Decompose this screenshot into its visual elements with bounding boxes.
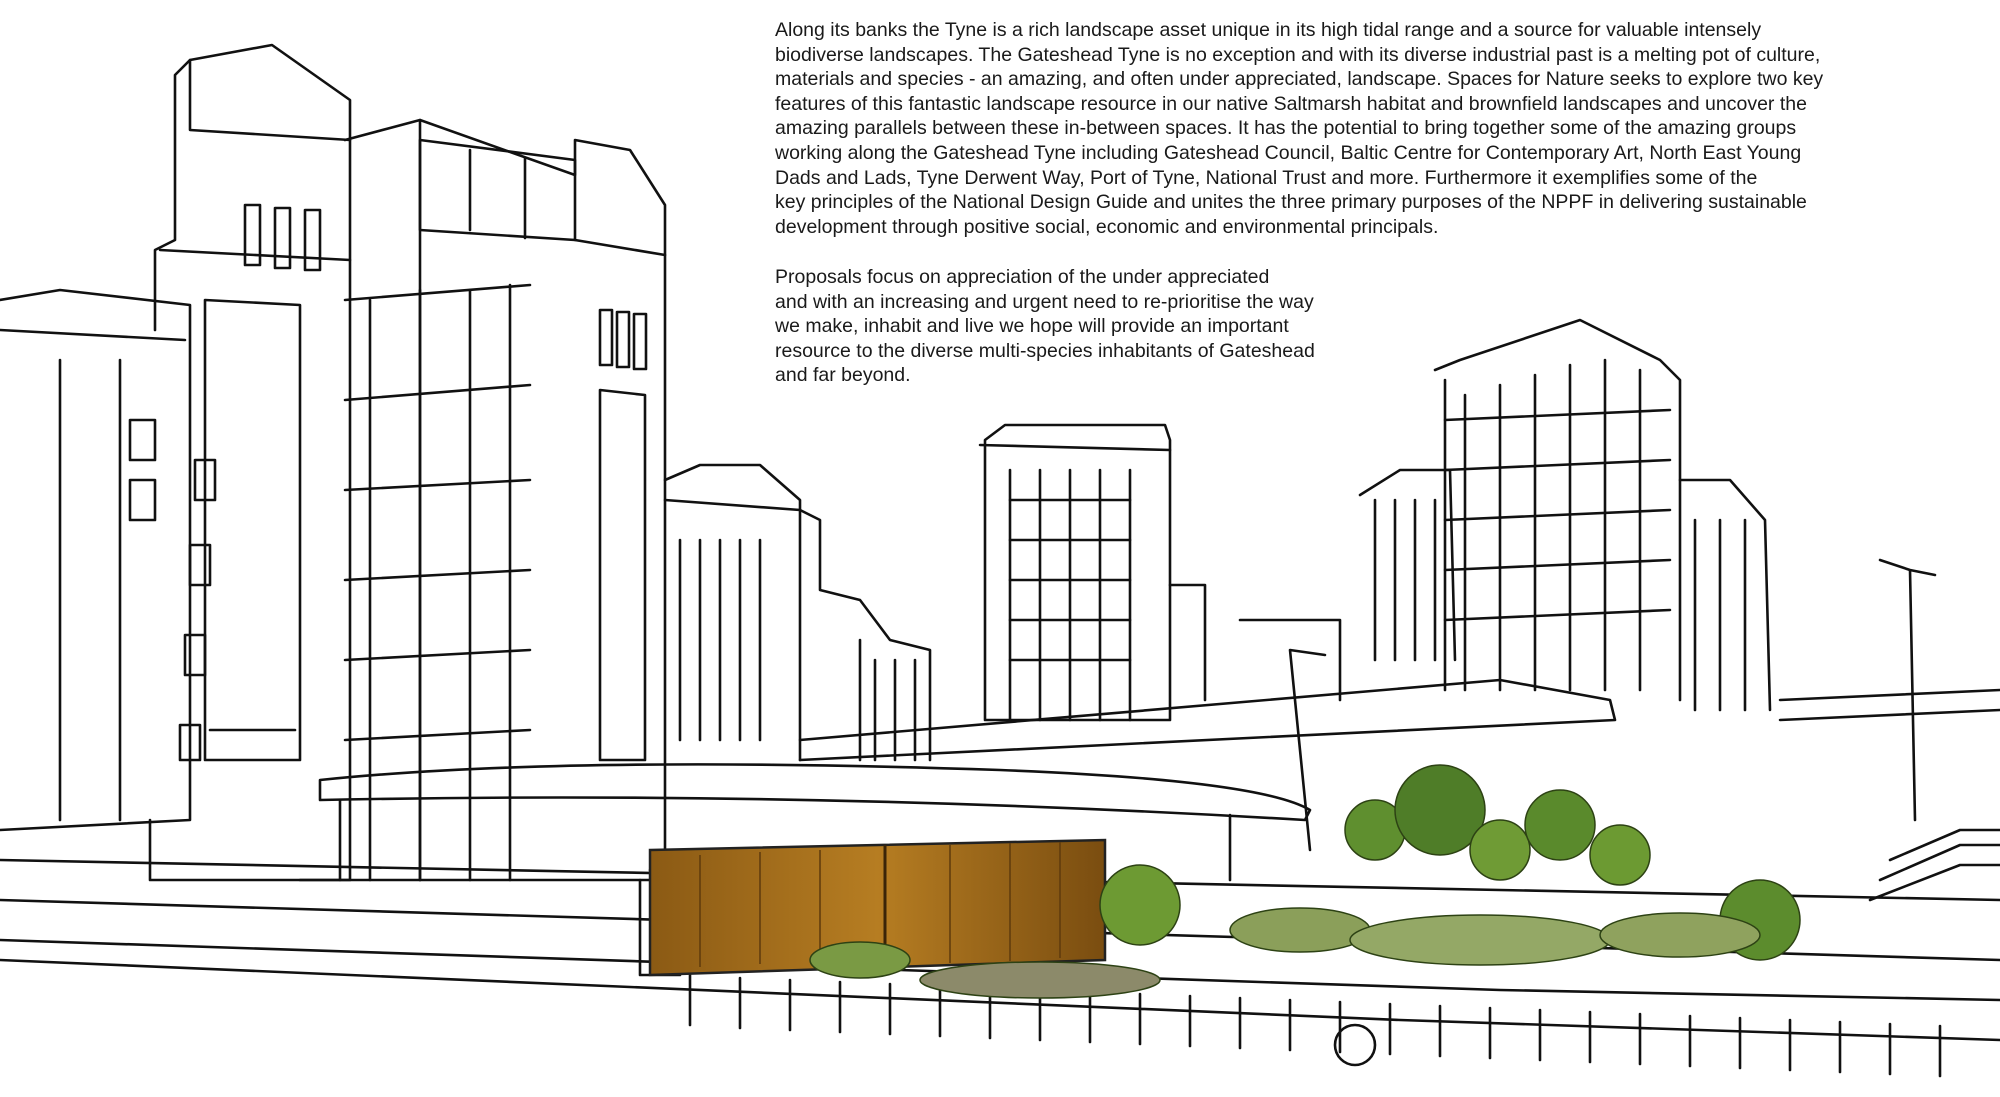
intro-line: amazing parallels between these in-between spaces. It has the potential to bring together some of the amazing groups bbox=[775, 117, 1797, 140]
intro-line: Along its banks the Tyne is a rich landscape asset unique in its high tidal range and a source for valuable intensely bbox=[775, 19, 1762, 41]
intro-line: Dads and Lads, Tyne Derwent Way, Port of Tyne, National Trust and more. Furthermore it exemplifies some of the bbox=[775, 166, 1758, 189]
intro-line: biodiverse landscapes. The Gateshead Tyne is no exception and with its diverse industrial past is a melting pot of culture, bbox=[775, 43, 1821, 66]
proposals-line: Proposals focus on appreciation of the under appreciated bbox=[775, 266, 1270, 288]
baltic-building-sketch bbox=[0, 45, 665, 880]
proposals-line: resource to the diverse multi-species inhabitants of Gateshead bbox=[775, 339, 1315, 362]
intro-line: materials and species - an amazing, and often under appreciated, landscape. Spaces for Nature seeks to explore two key bbox=[775, 68, 1824, 91]
intro-line: working along the Gateshead Tyne including Gateshead Council, Baltic Centre for Contemporary Art, North East Young bbox=[775, 141, 1802, 164]
intro-line: features of this fantastic landscape resource in our native Saltmarsh habitat and brownfield landscapes and uncover the bbox=[775, 92, 1807, 115]
intro-line: development through positive social, economic and environmental principals. bbox=[775, 215, 1439, 238]
intro-paragraph bbox=[775, 18, 1895, 239]
proposals-paragraph bbox=[775, 265, 1475, 388]
proposals-line: we make, inhabit and live we hope will provide an important bbox=[775, 315, 1289, 338]
intro-line: key principles of the National Design Guide and unites the three primary purposes of the NPPF in delivering sustainable bbox=[775, 191, 1807, 214]
proposals-line: and far beyond. bbox=[775, 364, 911, 387]
proposals-line: and with an increasing and urgent need to re-prioritise the way bbox=[775, 290, 1314, 313]
